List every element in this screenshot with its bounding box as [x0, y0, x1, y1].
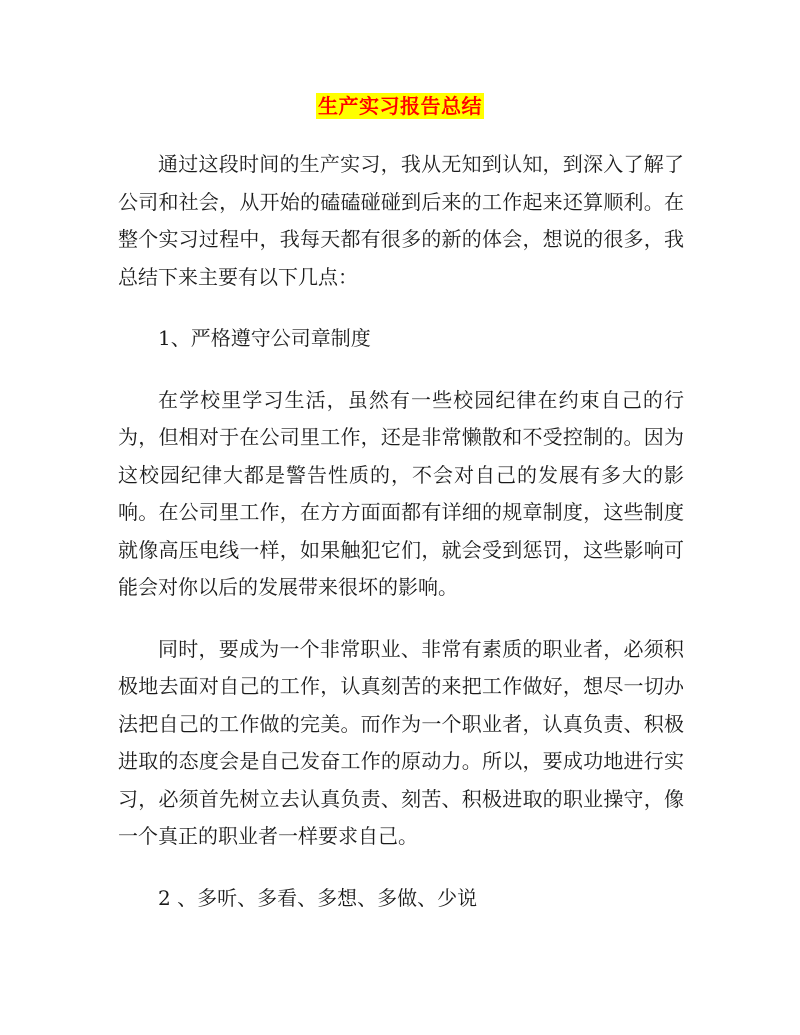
document-title: 生产实习报告总结 — [318, 94, 482, 118]
section-heading-1: 1、严格遵守公司章制度 — [158, 326, 371, 350]
title-container — [0, 93, 800, 119]
document-body — [118, 146, 684, 941]
body-paragraph-1: 在学校里学习生活，虽然有一些校园纪律在约束自己的行为，但相对于在公司里工作，还是非常懒散和不受控制的。因为这校园纪律大都是警告性质的，不会对自己的发展有多大的影响。在公司里工作，在方方面面都有详细的规章制度，这些制度就像高压电线一样，如果触犯它们，就会受到惩罚，这些影响可能会对你以后的发展带来很坏的影响。 — [118, 387, 684, 599]
section-heading-2: 2 、多听、多看、多想、多做、少说 — [158, 885, 478, 910]
intro-paragraph: 通过这段时间的生产实习，我从无知到认知，到深入了解了公司和社会，从开始的磕磕碰碰到后来的工作起来还算顺利。在整个实习过程中，我每天都有很多的新的体会，想说的很多，我总结下来主要有以下几点： — [118, 152, 684, 289]
body-paragraph-2: 同时，要成为一个非常职业、非常有素质的职业者，必须积极地去面对自己的工作，认真刻苦的来把工作做好，想尽一切办法把自己的工作做的完美。而作为一个职业者，认真负责、积极进取的态度会是自己发奋工作的原动力。所以，要成功地进行实习，必须首先树立去认真负责、刻苦、积极进取的职业操守，像一个真正的职业者一样要求自己。 — [118, 636, 684, 848]
